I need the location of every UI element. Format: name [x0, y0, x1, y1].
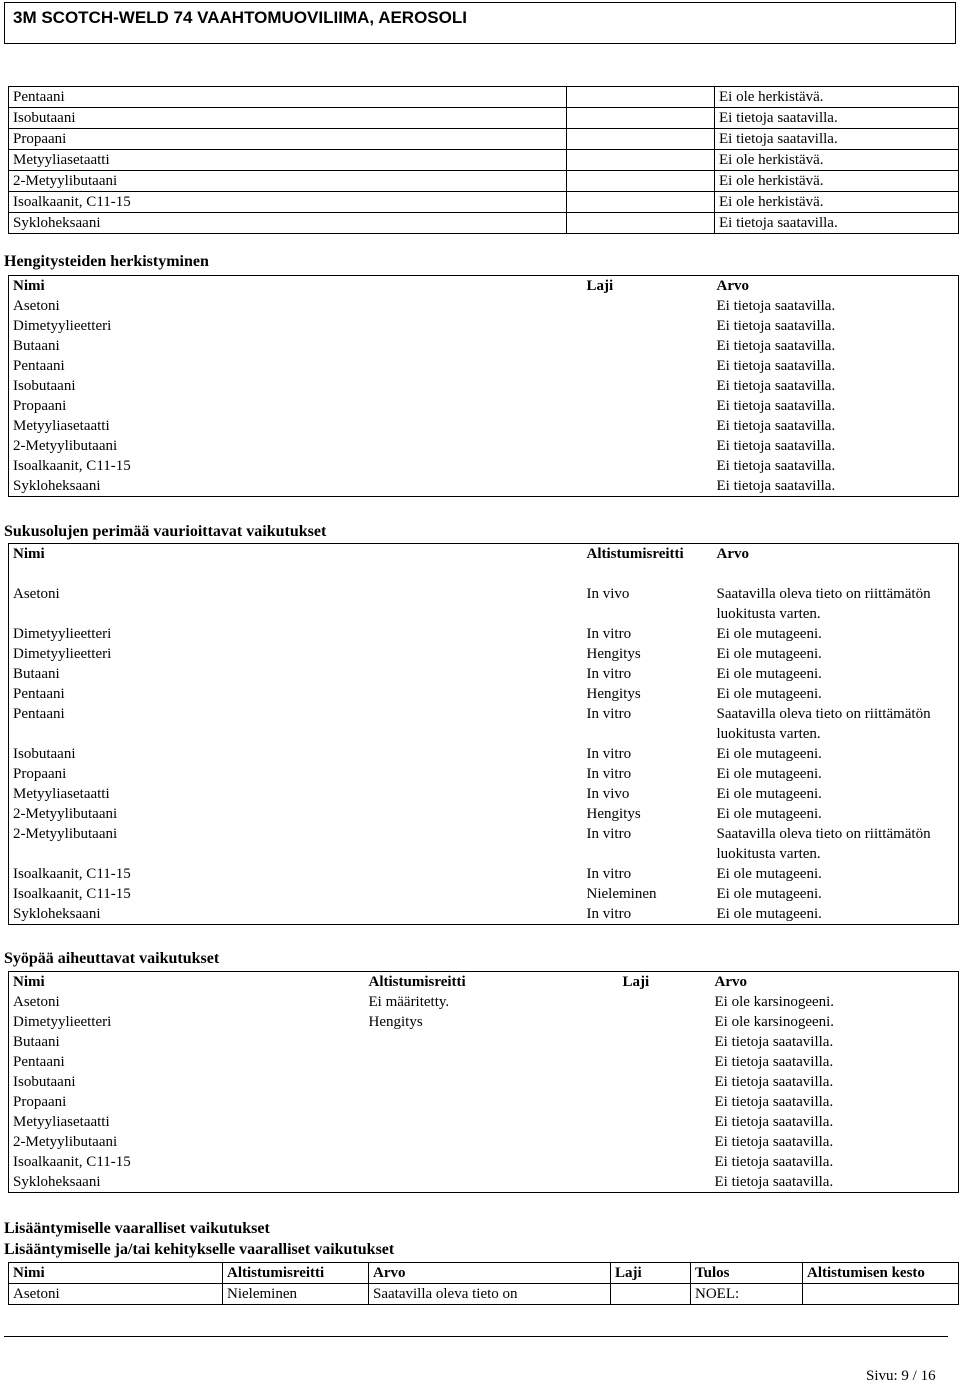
reproductive-toxicity-table: [8, 1262, 959, 1305]
species-cell: [619, 1092, 711, 1112]
resp-section-title: Hengitysteiden herkistyminen: [4, 253, 209, 270]
table-row: [9, 1032, 959, 1052]
species-cell: [619, 1172, 711, 1193]
result-value: Ei ole mutageeni.: [716, 766, 822, 782]
result-value: Ei tietoja saatavilla.: [716, 378, 836, 394]
table-row: [9, 213, 959, 234]
result-value: Saatavilla oleva tieto on riittämätön luokitusta varten.: [716, 826, 931, 862]
result-value: Ei tietoja saatavilla.: [716, 398, 836, 414]
result-value: Ei tietoja saatavilla.: [714, 1074, 834, 1090]
exposure-route: [365, 1112, 619, 1132]
substance-name: 2-Metyylibutaani: [9, 171, 567, 192]
result-value: Ei tietoja saatavilla.: [714, 1034, 834, 1050]
result-value: Ei tietoja saatavilla.: [714, 1114, 834, 1130]
col-header-name: Nimi: [9, 1263, 223, 1284]
table-row: [9, 87, 959, 108]
result-value: Ei tietoja saatavilla.: [714, 1174, 834, 1190]
exposure-route: In vitro: [586, 626, 632, 642]
substance-name: Sykloheksaani: [13, 478, 101, 494]
table-row: [9, 904, 959, 925]
result-value: Ei ole mutageeni.: [716, 666, 822, 682]
skin-sensitization-table: [8, 86, 959, 234]
result-value: Ei ole mutageeni.: [716, 906, 822, 922]
table-row: [9, 150, 959, 171]
species-cell: [583, 436, 713, 456]
substance-name: Propaani: [13, 766, 67, 782]
species-cell: [583, 376, 713, 396]
species-cell: [619, 1012, 711, 1032]
substance-name: Propaani: [13, 398, 67, 414]
col-header-species: Laji: [622, 974, 650, 990]
exposure-route: Hengitys: [586, 806, 641, 822]
result-value: Ei tietoja saatavilla.: [715, 213, 959, 234]
substance-name: 2-Metyylibutaani: [13, 826, 118, 842]
species-cell: [583, 316, 713, 336]
substance-name: Isobutaani: [13, 378, 76, 394]
exposure-route: Nieleminen: [586, 886, 657, 902]
exposure-route: [365, 1072, 619, 1092]
table-row: [9, 296, 959, 316]
col-header-result: Tulos: [691, 1263, 803, 1284]
exposure-route: Hengitys: [586, 646, 641, 662]
substance-name: Propaani: [13, 1094, 67, 1110]
result-value: Ei ole herkistävä.: [715, 150, 959, 171]
test-result: NOEL:: [691, 1284, 803, 1305]
table-row: [9, 884, 959, 904]
page-number: Sivu: 9 / 16: [866, 1368, 936, 1384]
substance-name: Isoalkaanit, C11-15: [9, 192, 567, 213]
result-value: Ei ole herkistävä.: [715, 87, 959, 108]
exposure-route: [365, 1152, 619, 1172]
substance-name: Metyyliasetaatti: [13, 786, 110, 802]
exposure-route: [365, 1092, 619, 1112]
result-value: Saatavilla oleva tieto on riittämätön luokitusta varten.: [716, 706, 931, 742]
species-cell: [583, 356, 713, 376]
result-value: Ei ole mutageeni.: [716, 786, 822, 802]
substance-name: Sykloheksaani: [13, 906, 101, 922]
muta-section-title: Sukusolujen perimää vaurioittavat vaikutukset: [4, 523, 327, 540]
col-header-route: Altistumisreitti: [368, 974, 466, 990]
species-cell: [583, 476, 713, 497]
substance-name: Metyyliasetaatti: [13, 1114, 110, 1130]
table-row: [9, 1112, 959, 1132]
empty-cell: [567, 192, 715, 213]
result-value: Ei tietoja saatavilla.: [715, 108, 959, 129]
result-value: Ei tietoja saatavilla.: [714, 1154, 834, 1170]
substance-name: Pentaani: [9, 87, 567, 108]
table-row: [9, 764, 959, 784]
table-row: [9, 1152, 959, 1172]
substance-name: Pentaani: [13, 686, 65, 702]
species-cell: [583, 396, 713, 416]
col-header-species: Laji: [611, 1263, 691, 1284]
table-row: [9, 456, 959, 476]
substance-name: Pentaani: [13, 1054, 65, 1070]
substance-name: Asetoni: [13, 298, 60, 314]
exposure-route: [365, 1132, 619, 1152]
substance-name: Butaani: [13, 666, 60, 682]
col-header-value: Arvo: [716, 278, 749, 294]
table-row: [9, 108, 959, 129]
species-cell: [583, 456, 713, 476]
carc-section-title: Syöpää aiheuttavat vaikutukset: [4, 950, 220, 967]
substance-name: 2-Metyylibutaani: [13, 806, 118, 822]
substance-name: Pentaani: [13, 358, 65, 374]
species-cell: [583, 296, 713, 316]
result-value: Ei tietoja saatavilla.: [714, 1094, 834, 1110]
substance-name: Asetoni: [9, 1284, 223, 1305]
substance-name: Isoalkaanit, C11-15: [13, 458, 131, 474]
table-row: [9, 684, 959, 704]
exposure-route: Ei määritetty.: [368, 994, 450, 1010]
col-header-name: Nimi: [13, 974, 45, 990]
exposure-route: In vitro: [586, 706, 632, 722]
table-row: [9, 129, 959, 150]
result-value: Ei tietoja saatavilla.: [716, 478, 836, 494]
result-value: Ei ole mutageeni.: [716, 866, 822, 882]
species-cell: [611, 1284, 691, 1305]
table-row: [9, 476, 959, 497]
mutagenicity-table: [8, 543, 959, 925]
substance-name: Metyyliasetaatti: [9, 150, 567, 171]
substance-name: Asetoni: [13, 586, 60, 602]
substance-name: Pentaani: [13, 706, 65, 722]
substance-name: Sykloheksaani: [9, 213, 567, 234]
table-row: [9, 1072, 959, 1092]
exposure-duration: [803, 1284, 959, 1305]
substance-name: Butaani: [13, 1034, 60, 1050]
exposure-route: In vitro: [586, 766, 632, 782]
document-header: [4, 2, 956, 44]
table-row: [9, 624, 959, 644]
result-value: Ei tietoja saatavilla.: [716, 438, 836, 454]
table-row: [9, 1132, 959, 1152]
exposure-route: In vitro: [586, 666, 632, 682]
table-row: [9, 1052, 959, 1072]
result-value: Ei tietoja saatavilla.: [716, 298, 836, 314]
exposure-route: In vitro: [586, 746, 632, 762]
substance-name: Isoalkaanit, C11-15: [13, 866, 131, 882]
exposure-route: In vitro: [586, 826, 632, 842]
species-cell: [583, 336, 713, 356]
table-row: [9, 992, 959, 1012]
result-value: Ei ole herkistävä.: [715, 192, 959, 213]
result-value: Ei ole mutageeni.: [716, 686, 822, 702]
document-title: 3M SCOTCH-WELD 74 VAAHTOMUOVILIIMA, AEROSOLI: [13, 8, 467, 27]
result-value: Ei tietoja saatavilla.: [714, 1054, 834, 1070]
species-cell: [583, 416, 713, 436]
result-value: Ei tietoja saatavilla.: [716, 318, 836, 334]
result-value: Ei tietoja saatavilla.: [716, 458, 836, 474]
exposure-route: Hengitys: [586, 686, 641, 702]
col-header-species: Laji: [586, 278, 614, 294]
table-row: [9, 416, 959, 436]
substance-name: Dimetyylieetteri: [13, 646, 112, 662]
col-header-route: Altistumisreitti: [223, 1263, 369, 1284]
col-header-route: Altistumisreitti: [586, 546, 684, 562]
result-value: Ei ole mutageeni.: [716, 626, 822, 642]
substance-name: Butaani: [13, 338, 60, 354]
substance-name: Metyyliasetaatti: [13, 418, 110, 434]
substance-name: 2-Metyylibutaani: [13, 1134, 118, 1150]
empty-cell: [567, 87, 715, 108]
col-header-duration: Altistumisen kesto: [803, 1263, 959, 1284]
col-header-name: Nimi: [13, 546, 45, 562]
species-cell: [619, 1032, 711, 1052]
empty-cell: [567, 129, 715, 150]
empty-cell: [567, 150, 715, 171]
result-value: Ei tietoja saatavilla.: [714, 1134, 834, 1150]
substance-name: Sykloheksaani: [13, 1174, 101, 1190]
repro-subsection-title: Lisääntymiselle ja/tai kehitykselle vaaralliset vaikutukset: [4, 1241, 395, 1258]
substance-name: Isobutaani: [13, 1074, 76, 1090]
table-row: [9, 1172, 959, 1193]
result-value: Saatavilla oleva tieto on: [369, 1284, 611, 1305]
table-row: [9, 784, 959, 804]
repro-section-title: Lisääntymiselle vaaralliset vaikutukset: [4, 1220, 270, 1237]
exposure-route: [365, 1052, 619, 1072]
exposure-route: In vitro: [586, 906, 632, 922]
table-row: [9, 804, 959, 824]
table-row: [9, 744, 959, 764]
empty-cell: [567, 171, 715, 192]
col-header-value: Arvo: [714, 974, 747, 990]
table-row: [9, 824, 959, 864]
result-value: Ei tietoja saatavilla.: [716, 338, 836, 354]
exposure-route: In vivo: [586, 586, 630, 602]
result-value: Ei ole mutageeni.: [716, 746, 822, 762]
species-cell: [619, 1152, 711, 1172]
carcinogenicity-table: [8, 971, 959, 1193]
exposure-route: In vitro: [586, 866, 632, 882]
exposure-route: Hengitys: [368, 1014, 423, 1030]
table-row: [9, 1012, 959, 1032]
table-row: [9, 864, 959, 884]
result-value: Ei ole mutageeni.: [716, 806, 822, 822]
table-row: [9, 664, 959, 684]
substance-name: Dimetyylieetteri: [13, 318, 112, 334]
result-value: Ei tietoja saatavilla.: [716, 358, 836, 374]
table-row: [9, 1284, 959, 1305]
footer-divider: [4, 1336, 948, 1337]
exposure-route: [365, 1032, 619, 1052]
table-row: [9, 584, 959, 624]
substance-name: Dimetyylieetteri: [13, 626, 112, 642]
species-cell: [619, 1052, 711, 1072]
substance-name: Propaani: [9, 129, 567, 150]
exposure-route: In vivo: [586, 786, 630, 802]
result-value: Ei ole herkistävä.: [715, 171, 959, 192]
table-row: [9, 396, 959, 416]
substance-name: Isoalkaanit, C11-15: [13, 886, 131, 902]
table-row: [9, 356, 959, 376]
result-value: Ei ole mutageeni.: [716, 886, 822, 902]
substance-name: Isobutaani: [9, 108, 567, 129]
result-value: Ei tietoja saatavilla.: [715, 129, 959, 150]
table-row: [9, 316, 959, 336]
result-value: Ei tietoja saatavilla.: [716, 418, 836, 434]
substance-name: Dimetyylieetteri: [13, 1014, 112, 1030]
result-value: Ei ole karsinogeeni.: [714, 1014, 835, 1030]
exposure-route: Nieleminen: [223, 1284, 369, 1305]
substance-name: Isoalkaanit, C11-15: [13, 1154, 131, 1170]
substance-name: Asetoni: [13, 994, 60, 1010]
table-row: [9, 171, 959, 192]
empty-cell: [567, 108, 715, 129]
table-row: [9, 704, 959, 744]
substance-name: 2-Metyylibutaani: [13, 438, 118, 454]
species-cell: [619, 1132, 711, 1152]
table-row: [9, 192, 959, 213]
substance-name: Isobutaani: [13, 746, 76, 762]
table-row: [9, 644, 959, 664]
exposure-route: [365, 1172, 619, 1193]
result-value: Saatavilla oleva tieto on riittämätön luokitusta varten.: [716, 586, 931, 622]
table-row: [9, 336, 959, 356]
col-header-value: Arvo: [716, 546, 749, 562]
empty-cell: [567, 213, 715, 234]
result-value: Ei ole karsinogeeni.: [714, 994, 835, 1010]
col-header-value: Arvo: [369, 1263, 611, 1284]
species-cell: [619, 992, 711, 1012]
table-row: [9, 376, 959, 396]
table-row: [9, 436, 959, 456]
result-value: Ei ole mutageeni.: [716, 646, 822, 662]
col-header-name: Nimi: [13, 278, 45, 294]
species-cell: [619, 1112, 711, 1132]
respiratory-sensitization-table: [8, 275, 959, 497]
table-row: [9, 1092, 959, 1112]
species-cell: [619, 1072, 711, 1092]
